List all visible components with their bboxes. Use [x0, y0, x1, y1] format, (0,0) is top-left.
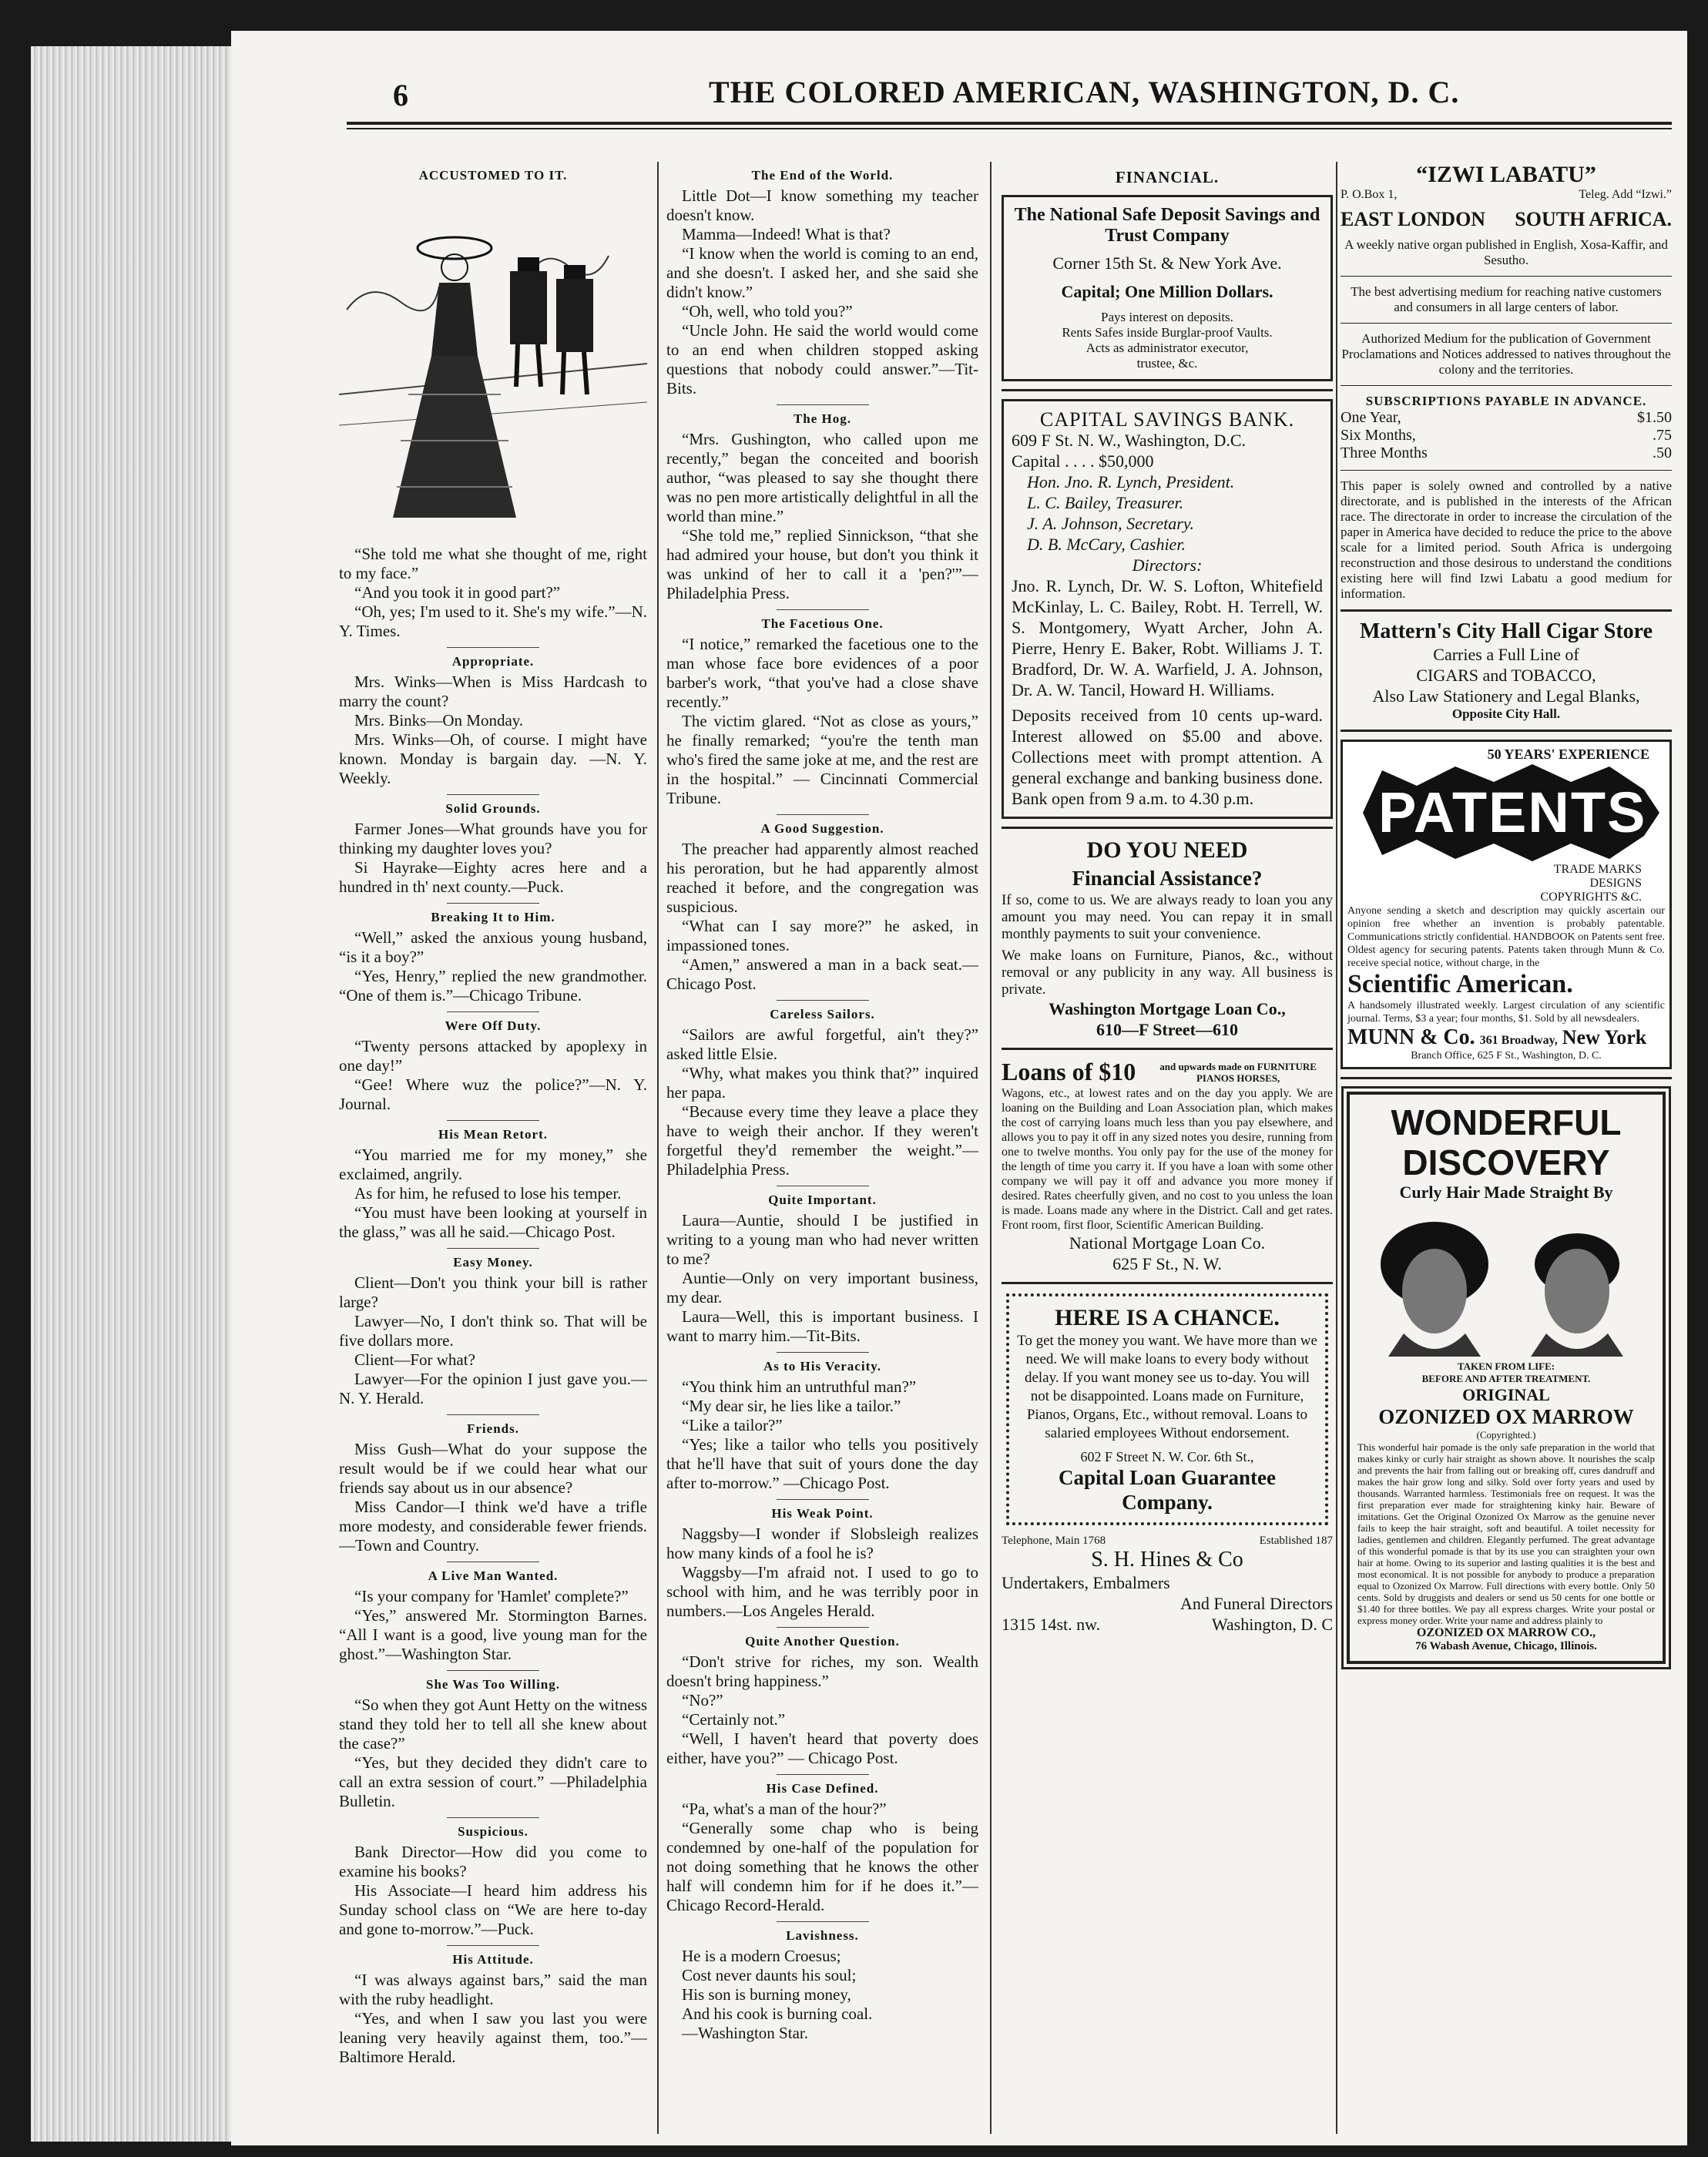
joke-paragraph: He is a modern Croesus; [682, 1947, 841, 1965]
caption-paragraph: “Oh, yes; I'm used to it. She's my wife.”—N. Y. Times. [339, 602, 647, 640]
product-name: OZONIZED OX MARROW [1378, 1405, 1634, 1428]
column-divider [657, 162, 659, 2134]
joke-body [666, 1525, 978, 1621]
joke-paragraph: Client—For what? [354, 1350, 475, 1369]
joke-title: His Mean Retort. [438, 1127, 549, 1142]
ad-line: Acts as administrator executor, [1086, 340, 1249, 355]
ad-line-4: Opposite City Hall. [1451, 706, 1561, 721]
jokes-list [666, 168, 978, 2043]
munn-branch: Branch Office, 625 F St., Washington, D. C. [1411, 1050, 1602, 1062]
joke-body [666, 186, 978, 398]
ad-title: Mattern's City Hall Cigar Store [1359, 619, 1653, 643]
joke-paragraph: “So when they got Aunt Hetty on the witness stand they told her to tell all she knew about the case?” [339, 1696, 647, 1753]
joke-paragraph: Mrs. Binks—On Monday. [354, 711, 524, 730]
joke-paragraph: “Well,” asked the anxious young husband, “is it a boy?” [339, 928, 647, 966]
joke-body [666, 1025, 978, 1179]
joke-title: His Case Defined. [766, 1781, 879, 1796]
section-separator [777, 814, 869, 815]
joke-paragraph: His Associate—I heard him address his Sunday school class on “We are here to-day and gone to-morrow.”—Puck. [339, 1881, 647, 1938]
joke-paragraph: “Yes; like a tailor who tells you positively that he'll have that suit of yours done the day after to-morrow.” —Chicago Post. [666, 1435, 978, 1492]
scientific-american-title: Scientific American. [1347, 970, 1573, 998]
joke-title: The Facetious One. [761, 616, 884, 631]
section-separator [447, 1011, 539, 1012]
joke-paragraph: “You think him an untruthful man?” [682, 1377, 917, 1396]
joke-paragraph: “Yes, and when I saw you last you were leaning very heavily against them, too.”—Baltimore Herald. [339, 2009, 647, 2066]
national-mortgage-ad [1002, 1058, 1333, 1274]
ad-body: Wagons, etc., at lowest rates and on the day you apply. We are loaning on the Building and Loan Association plan, which makes the cost of carrying loans much less than you pay elsewhere, and allows you to pay it off in any sized notes you desire, running from one to twelve months. You only pay for the use of the money for the length of time you carry it. If you have a loan with some other company we will pay it off and advance you more money if desired. Rates cheerfully given, and no cost to you unless the loan is made. Loans made any where in the District. Call and get rates. Front room, first floor, Scientific American Building. [1002, 1087, 1333, 1232]
joke-paragraph: “Uncle John. He said the world would come to an end when children stopped asking questions that nobody could answer.”—Tit-Bits. [666, 321, 978, 398]
column-jokes-2 [666, 162, 978, 2134]
cartoon-caption [339, 545, 647, 641]
ad-officers [1012, 471, 1323, 555]
ad-officer: J. A. Johnson, Secretary. [1027, 514, 1194, 533]
ad-line-1: Undertakers, Embalmers [1002, 1573, 1170, 1592]
joke-title: Friends. [467, 1421, 519, 1436]
joke-paragraph: “Is your company for 'Hamlet' complete?” [354, 1587, 629, 1605]
joke-paragraph: “Certainly not.” [682, 1710, 786, 1729]
patents-ad [1341, 740, 1672, 1069]
ad-line-2: CIGARS and TOBACCO, [1416, 666, 1596, 685]
hines-undertakers-ad [1002, 1535, 1333, 1635]
cartoon-heading: ACCUSTOMED TO IT. [418, 168, 568, 183]
subscriptions-title: SUBSCRIPTIONS PAYABLE IN ADVANCE. [1365, 394, 1647, 408]
ad-years: 50 YEARS' EXPERIENCE [1487, 746, 1649, 762]
divider [1341, 470, 1672, 471]
subscriptions-table [1341, 409, 1672, 462]
joke-title: She Was Too Willing. [425, 1677, 561, 1692]
jokes-list [339, 647, 647, 2067]
ad-lines [1012, 310, 1323, 371]
joke-paragraph: “Well, I haven't heard that poverty does either, have you?” — Chicago Post. [666, 1729, 978, 1767]
ad-body-2: We make loans on Furniture, Pianos, &c., without removal or any publicity in any way. All business is private. [1002, 948, 1333, 998]
column-financial [1002, 162, 1333, 2134]
ad-officer: L. C. Bailey, Treasurer. [1027, 493, 1184, 512]
section-separator [447, 1414, 539, 1415]
divider [1002, 1282, 1333, 1284]
joke-paragraph: “My dear sir, he lies like a tailor.” [682, 1397, 901, 1415]
newspaper-title: THE COLORED AMERICAN, WASHINGTON, D. C. [709, 75, 1460, 109]
original-label: ORIGINAL [1462, 1385, 1550, 1404]
joke-body [339, 673, 647, 788]
capital-savings-bank-ad [1002, 399, 1333, 819]
subscription-price: $1.50 [1637, 409, 1672, 426]
joke-paragraph: Lawyer—For the opinion I just gave you.—N. Y. Herald. [339, 1370, 647, 1407]
joke-paragraph: “Why, what makes you think that?” inquired her papa. [666, 1064, 978, 1102]
joke-paragraph: Mrs. Winks—When is Miss Hardcash to marry the count? [339, 673, 647, 710]
ad-telephone: Telephone, Main 1768 [1002, 1535, 1106, 1547]
joke-body [339, 1971, 647, 2067]
section-separator [447, 1120, 539, 1121]
joke-body [666, 430, 978, 603]
ad-title: “IZWI LABATU” [1416, 162, 1596, 187]
ad-place-right: SOUTH AFRICA. [1515, 208, 1672, 230]
joke-paragraph: “Oh, well, who told you?” [682, 302, 853, 320]
ad-address: Corner 15th St. & New York Ave. [1052, 253, 1282, 273]
patents-marks [1347, 863, 1665, 904]
joke-paragraph: The preacher had apparently almost reached his peroration, but he had apparently almost reached it before, and the congregation was suspicious. [666, 840, 978, 916]
joke-title: Were Off Duty. [445, 1018, 542, 1033]
ad-body-2: A handsomely illustrated weekly. Largest circulation of any scientific journal. Terms, $3 a year; four months, $1. Sold by all newsdealers. [1347, 1000, 1665, 1025]
joke-title: Breaking It to Him. [431, 910, 555, 924]
ad-body: To get the money you want. We have more than we need. We will make loans to every body without delay. If you want money see us to-day. You will not be disappointed. Loans made on Furniture, Pianos, Organs, Etc., without removal. Loans to salaried employees Without endorsement. [1017, 1333, 1317, 1441]
ad-address: 1315 14st. nw. [1002, 1615, 1101, 1634]
divider [1002, 389, 1333, 391]
joke-body [339, 1037, 647, 1114]
column-ads [1341, 162, 1672, 2134]
ad-officer: Hon. Jno. R. Lynch, President. [1027, 472, 1235, 491]
washington-mortgage-ad [1002, 837, 1333, 1040]
joke-paragraph: “Pa, what's a man of the hour?” [682, 1800, 887, 1818]
subscription-term: Three Months [1341, 444, 1428, 461]
divider [1341, 1077, 1672, 1079]
joke-body [666, 1800, 978, 1915]
ad-paragraph-3: Authorized Medium for the publication of Government Proclamations and Notices addressed to natives throughout the colony and the territories. [1341, 331, 1671, 377]
section-separator [777, 1627, 869, 1628]
company-name: OZONIZED OX MARROW CO., [1416, 1626, 1596, 1639]
joke-title: The End of the World. [751, 168, 894, 183]
joke-paragraph: “Mrs. Gushington, who called upon me recently,” began the conceited and boorish author, “was pleased to say she thought there was no pen more artistically delightful in all the world than mine.” [666, 430, 978, 525]
joke-title: Quite Important. [768, 1193, 877, 1207]
national-safe-deposit-ad [1002, 195, 1333, 381]
joke-paragraph: “I notice,” remarked the facetious one to the man whose face bore evidences of a poor barber's work, “that you've had a close shave recently.” [666, 635, 978, 711]
joke-paragraph: “Amen,” answered a man in a back seat.—Chicago Post. [666, 955, 978, 993]
joke-paragraph: “You must have been looking at yourself in the glass,” was all he said.—Chicago Post. [339, 1203, 647, 1241]
ad-subtitle: Financial Assistance? [1072, 867, 1263, 890]
section-separator [777, 1000, 869, 1001]
joke-title: As to His Veracity. [763, 1359, 882, 1374]
book-page-edges [31, 46, 239, 2142]
copyright-label: (Copyrighted.) [1476, 1429, 1536, 1441]
mattern-cigar-ad [1341, 619, 1672, 722]
subscription-row [1341, 427, 1672, 444]
joke-body [339, 1587, 647, 1664]
divider [1341, 609, 1672, 612]
joke-paragraph: “What can I say more?” he asked, in impassioned tones. [666, 917, 978, 954]
ad-title: WONDERFUL DISCOVERY [1391, 1102, 1622, 1182]
section-separator [777, 1921, 869, 1922]
joke-paragraph: “She told me,” replied Sinnickson, “that she had admired your house, but don't you think it was unkind of her to call it a 'pen?'”—Philadelphia Press. [666, 526, 978, 602]
patent-mark: TRADE MARKS [1553, 863, 1642, 876]
joke-title: His Weak Point. [771, 1506, 874, 1521]
section-separator [447, 1945, 539, 1946]
ad-line-1: Carries a Full Line of [1433, 645, 1579, 664]
ad-city: Washington, D. C [1211, 1615, 1333, 1634]
subscription-price: .75 [1653, 427, 1672, 444]
joke-body [666, 1211, 978, 1346]
ad-line: trustee, &c. [1136, 356, 1198, 371]
section-separator [447, 794, 539, 795]
section-separator [447, 1248, 539, 1249]
subscription-term: One Year, [1341, 409, 1401, 426]
joke-title: The Hog. [793, 411, 852, 426]
ad-line: Pays interest on deposits. [1101, 310, 1233, 324]
ad-address: 625 F St., N. W. [1112, 1254, 1222, 1273]
caption-2: BEFORE AND AFTER TREATMENT. [1421, 1373, 1591, 1384]
joke-paragraph: Cost never daunts his soul; [682, 1966, 857, 1984]
subscription-term: Six Months, [1341, 427, 1416, 444]
ad-title: CAPITAL SAVINGS BANK. [1039, 408, 1295, 431]
ad-paragraph-2: The best advertising medium for reaching native customers and consumers in all large centers of labor. [1351, 284, 1662, 314]
joke-body [666, 1377, 978, 1493]
subscription-row [1341, 409, 1672, 427]
ad-body: This wonderful hair pomade is the only safe preparation in the world that makes kinky or curly hair straight as shown above. It nourishes the scalp and prevents the hair from falling out or breaking off, cures dandruff and makes the hair grow long and silky. Sold over forty years and used by thousands. Warranted harmless. Testimonials free on request. It was the first preparation ever made for straightening kinky hair. Beware of imitations. Get the Original Ozonized Ox Marrow as the genuine never fails to keep the hair straight, soft and beautiful. A toilet necessity for ladies, gentlemen and children. Elegantly perfumed. The great advantage of this wonderful pomade is that by its use you can straighten your own hair at home. Owing to its superior and lasting qualities it is the best and most economical. It is not possible for anybody to produce a preparation equal to Ozonized Ox Marrow. Full directions with every bottle. Only 50 cents. Sold by druggists and dealers or send us 50 cents for one bottle or $1.40 for three bottles. We pay all express charges. Write your postal or express money order. Write your name and address plainly to [1357, 1441, 1655, 1626]
joke-paragraph: “Yes, but they decided they didn't care to call an extra session of court.” —Philadelphia Bulletin. [339, 1753, 647, 1810]
joke-title: Solid Grounds. [445, 801, 541, 816]
divider [1341, 385, 1672, 386]
joke-paragraph: Auntie—Only on very important business, my dear. [666, 1269, 978, 1307]
ad-title: The National Safe Deposit Savings and Trust Company [1014, 205, 1320, 246]
ad-line-2: And Funeral Directors [1180, 1594, 1333, 1613]
ad-company: National Mortgage Loan Co. [1069, 1233, 1266, 1253]
joke-paragraph: Bank Director—How did you come to examine his books? [339, 1843, 647, 1880]
joke-body [666, 840, 978, 994]
ad-capital: Capital . . . . $50,000 [1012, 451, 1154, 471]
joke-paragraph: Laura—Well, this is important business. I want to marry him.—Tit-Bits. [666, 1307, 978, 1345]
ad-body: Anyone sending a sketch and description may quickly ascertain our opinion free whether an invention is probably patentable. Communications strictly confidential. HANDBOOK on Patents sent free. Oldest agency for securing patents. Patents taken through Munn & Co. receive special notice, without charge, in the [1347, 905, 1665, 969]
joke-body [339, 1146, 647, 1242]
header-rule [347, 122, 1672, 125]
section-separator [777, 404, 869, 405]
joke-paragraph: Naggsby—I wonder if Slobsleigh realizes how many kinds of a fool he is? [666, 1525, 978, 1562]
joke-paragraph: “You married me for my money,” she exclaimed, angrily. [339, 1146, 647, 1183]
ad-established: Established 187 [1259, 1535, 1333, 1547]
joke-paragraph: “I know when the world is coming to an end, and she doesn't. I asked her, and she said she didn't know.” [666, 244, 978, 301]
joke-title: Lavishness. [786, 1928, 859, 1943]
joke-body [339, 1843, 647, 1939]
joke-body [339, 1696, 647, 1811]
joke-paragraph: “Generally some chap who is being condemned by one-half of the population for not doing something that he knows the other half will condemn him for if he does it.”—Chicago Record-Herald. [666, 1819, 978, 1914]
joke-paragraph: Laura—Auntie, should I be justified in writing to a young man who had never written to me? [666, 1211, 978, 1268]
subscription-price: .50 [1653, 444, 1672, 461]
joke-paragraph: “Gee! Where wuz the police?”—N. Y. Journal. [339, 1075, 647, 1113]
joke-paragraph: Client—Don't you think your bill is rather large? [339, 1273, 647, 1311]
joke-paragraph: “Twenty persons attacked by apoplexy in one day!” [339, 1037, 647, 1075]
ad-company: Capital Loan Guarantee Company. [1058, 1466, 1276, 1514]
izwi-labatu-ad [1341, 162, 1672, 602]
section-separator [447, 647, 539, 648]
joke-body [339, 820, 647, 897]
ad-title: Loans of $10 [1002, 1058, 1136, 1085]
before-after-portrait [1357, 1203, 1658, 1357]
patent-mark: COPYRIGHTS &C. [1540, 891, 1642, 904]
ad-address: 602 F Street N. W. Cor. 6th St., [1080, 1449, 1254, 1464]
joke-title: Suspicious. [458, 1824, 529, 1839]
capital-loan-guarantee-ad [1006, 1293, 1328, 1525]
ad-line-3: Also Law Stationery and Legal Blanks, [1372, 686, 1640, 706]
joke-paragraph: “No?” [682, 1691, 723, 1709]
joke-body [666, 1652, 978, 1768]
section-separator [777, 609, 869, 610]
patents-word: PATENTS [1378, 780, 1647, 844]
divider [1341, 276, 1672, 277]
joke-title: His Attitude. [452, 1952, 534, 1967]
caption-paragraph: “And you took it in good part?” [354, 583, 561, 602]
joke-title: A Good Suggestion. [760, 821, 884, 836]
joke-body [666, 1947, 978, 2043]
joke-paragraph: Miss Gush—What do your suppose the result would be if we could hear what our friends say about us in our absence? [339, 1440, 647, 1497]
company-address: 76 Wabash Avenue, Chicago, Illinois. [1415, 1640, 1597, 1652]
ad-capital: Capital; One Million Dollars. [1061, 282, 1273, 301]
divider [1002, 827, 1333, 829]
joke-body [339, 1273, 647, 1408]
section-separator [447, 903, 539, 904]
joke-title: Easy Money. [453, 1255, 533, 1270]
ad-title-side: and upwards made on FURNITURE PIANOS HORSES, [1159, 1060, 1317, 1084]
divider [1341, 730, 1672, 732]
divider [1341, 323, 1672, 324]
joke-body [339, 1440, 647, 1555]
divider [1002, 1048, 1333, 1050]
joke-title: Quite Another Question. [745, 1634, 900, 1649]
header-rule-thin [347, 128, 1672, 129]
ad-description: A weekly native organ published in English, Xosa-Kaffir, and Sesutho. [1344, 237, 1668, 267]
section-separator [447, 1817, 539, 1818]
ad-directors-label: Directors: [1132, 555, 1203, 575]
joke-paragraph: Mamma—Indeed! What is that? [682, 225, 891, 243]
newspaper-page [231, 31, 1687, 2145]
joke-paragraph: Miss Candor—I think we'd have a trifle more modesty, and considerable fewer friends.—Town and Country. [339, 1498, 647, 1555]
ad-line: Rents Safes inside Burglar-proof Vaults. [1062, 325, 1273, 340]
joke-paragraph: As for him, he refused to lose his temper. [354, 1184, 622, 1203]
subscription-row [1341, 444, 1672, 462]
joke-paragraph: Waggsby—I'm afraid not. I used to go to school with him, and he was terribly poor in numbers.—Los Angeles Herald. [666, 1563, 978, 1620]
column-divider [990, 162, 992, 2134]
joke-paragraph: “Like a tailor?” [682, 1416, 783, 1434]
joke-paragraph: —Washington Star. [682, 2024, 808, 2042]
section-separator [777, 1499, 869, 1500]
joke-paragraph: “I was always against bars,” said the man with the ruby headlight. [339, 1971, 647, 2008]
joke-title: Appropriate. [451, 654, 535, 669]
section-separator [777, 1352, 869, 1353]
ad-teleg: Teleg. Add “Izwi.” [1579, 188, 1672, 201]
ad-paragraph-4: This paper is solely owned and controlled by a native directorate, and is published in the interests of the African race. The directorate in order to increase the circulation of the paper in America have decided to reduce the price to the above scale for a limited period. South Africa is undergoing reconstruction and those desirous to understand the conditions existing here will find Izwi Labatu a good medium for information. [1341, 478, 1672, 601]
joke-paragraph: The victim glared. “Not as close as yours,” he finally remarked; “you're the tenth man who's fired the same joke at me, and the rest are in the hospital.” — Cincinnati Commercial Tribune. [666, 712, 978, 807]
patent-mark: DESIGNS [1589, 877, 1642, 890]
joke-title: Careless Sailors. [770, 1007, 875, 1021]
section-separator [777, 1774, 869, 1775]
joke-body [339, 928, 647, 1005]
ad-address: 609 F St. N. W., Washington, D.C. [1012, 431, 1247, 450]
joke-title: A Live Man Wanted. [428, 1568, 559, 1583]
cartoon-illustration [339, 194, 647, 533]
joke-paragraph: Lawyer—No, I don't think so. That will be five dollars more. [339, 1312, 647, 1350]
joke-paragraph: Mrs. Winks—Oh, of course. I might have known. Monday is bargain day. —N. Y. Weekly. [339, 730, 647, 787]
ad-body: Deposits received from 10 cents up-ward. Interest allowed on $5.00 and above. Collections meet with prompt attention. A general exchange and banking business done. Bank open from 9 a.m. to 4.30 p.m. [1012, 706, 1323, 808]
joke-paragraph: “Yes, Henry,” replied the new grandmother. “One of them is.”—Chicago Tribune. [339, 967, 647, 1005]
munn-name: MUNN & Co. [1347, 1025, 1475, 1049]
joke-body [666, 635, 978, 808]
joke-paragraph: “Because every time they leave a place they have to weigh their anchor. If they weren't forgetful they'd remember the weight.”—Philadelphia Press. [666, 1102, 978, 1179]
joke-paragraph: And his cook is burning coal. [682, 2004, 873, 2023]
joke-paragraph: Little Dot—I know something my teacher doesn't know. [666, 186, 978, 224]
ad-address: 610—F Street—610 [1096, 1020, 1238, 1039]
financial-heading: FINANCIAL. [1115, 168, 1220, 186]
caption-paragraph: “She told me what she thought of me, right to my face.” [339, 545, 647, 582]
page-number: 6 [393, 78, 408, 112]
joke-paragraph: “Yes,” answered Mr. Stormington Barnes. “All I want is a good, live young man for the ghost.”—Washington Star. [339, 1606, 647, 1663]
ad-pobox: P. O.Box 1, [1341, 188, 1398, 201]
caption-1: TAKEN FROM LIFE: [1457, 1360, 1555, 1372]
joke-paragraph: His son is burning money, [682, 1985, 851, 2004]
ad-title: HERE IS A CHANCE. [1055, 1305, 1280, 1330]
ad-subtitle: Curly Hair Made Straight By [1399, 1182, 1613, 1202]
joke-paragraph: Farmer Jones—What grounds have you for thinking my daughter loves you? [339, 820, 647, 857]
joke-paragraph: Si Hayrake—Eighty acres here and a hundred in th' next county.—Puck. [339, 858, 647, 896]
munn-city: New York [1562, 1026, 1647, 1048]
column-jokes-1 [339, 162, 647, 2134]
column-divider [1336, 162, 1337, 2134]
ad-officer: D. B. McCary, Cashier. [1027, 535, 1186, 554]
ad-company: Washington Mortgage Loan Co., [1049, 999, 1286, 1018]
joke-paragraph: “Sailors are awful forgetful, ain't they?” asked little Elsie. [666, 1025, 978, 1063]
ad-place-left: EAST LONDON [1341, 208, 1486, 230]
ad-title: DO YOU NEED [1086, 837, 1248, 863]
ad-directors: Jno. R. Lynch, Dr. W. S. Lofton, Whitefield McKinlay, L. C. Bailey, Robt. H. Terrell, W. S. Montgomery, Wyatt Archer, John A. Pierre, Henry E. Baker, Robt. Williams J. T. Bradford, Dr. W. A. Warfield, J. A. Johnson, Dr. A. W. Tancil, Howard H. Williams. [1012, 576, 1323, 699]
ad-body: If so, come to us. We are always ready to loan you any amount you may need. You can repay it in small monthly payments to suit your convenience. [1002, 892, 1333, 942]
ad-company: S. H. Hines & Co [1091, 1548, 1243, 1572]
section-separator [447, 1670, 539, 1671]
munn-address: 361 Broadway, [1479, 1034, 1558, 1047]
ozonized-ox-marrow-ad [1347, 1092, 1666, 1664]
joke-paragraph: “Don't strive for riches, my son. Wealth doesn't bring happiness.” [666, 1652, 978, 1690]
